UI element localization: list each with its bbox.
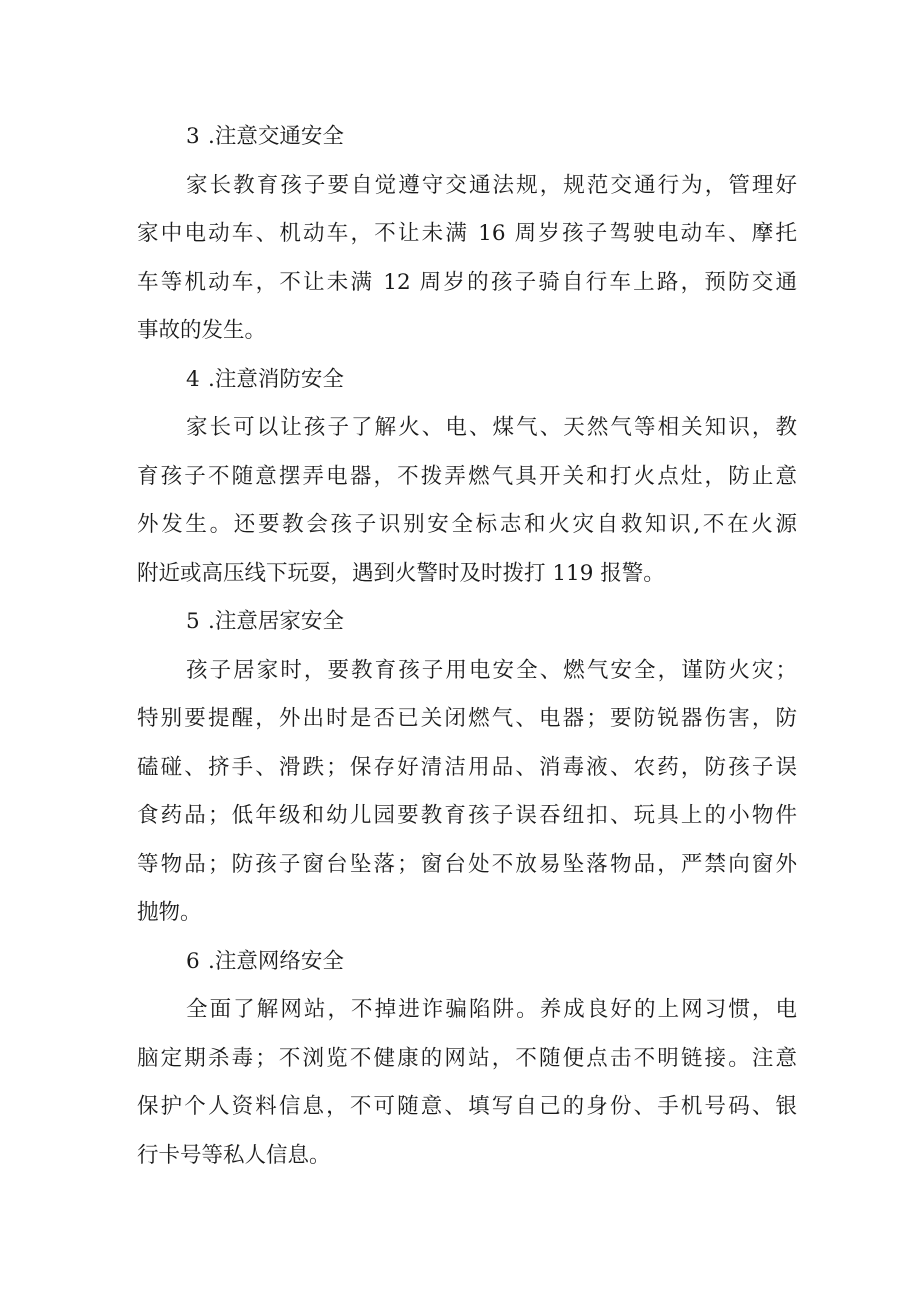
section-number: 5 bbox=[186, 609, 200, 634]
section-heading-6 bbox=[137, 938, 797, 987]
section-number: 3 bbox=[186, 124, 200, 149]
paragraph-line: 行卡号等私人信息。 bbox=[137, 1142, 331, 1168]
paragraph-line: 全面了解网站，不掉进诈骗陷阱。养成良好的上网习惯，电 bbox=[186, 997, 797, 1022]
paragraph-line: 孩子居家时，要教育孩子用电安全、燃气安全，谨防火灾； bbox=[186, 657, 797, 683]
paragraph-line: 磕碰、挤手、滑跌；保存好清洁用品、消毒液、农药，防孩子误 bbox=[137, 754, 797, 780]
section-number: 4 bbox=[186, 366, 200, 392]
paragraph-line: 育孩子不随意摆弄电器，不拨弄燃气具开关和打火点灶，防止意 bbox=[137, 463, 797, 489]
section-heading-5 bbox=[137, 598, 797, 647]
paragraph-line: 车等机动车，不让未满 12 周岁的孩子骑自行车上路，预防交通 bbox=[137, 269, 797, 295]
paragraph-line: 家长可以让孩子了解火、电、煤气、天然气等相关知识，教 bbox=[186, 415, 797, 440]
paragraph-line: 附近或高压线下玩耍，遇到火警时及时拨打 119 报警。 bbox=[137, 560, 665, 586]
section-heading-3 bbox=[137, 113, 797, 162]
section-title: .注意消防安全 bbox=[208, 366, 344, 392]
document-body bbox=[137, 113, 797, 1180]
section-heading-4 bbox=[137, 356, 797, 405]
section-title: .注意网络安全 bbox=[208, 948, 344, 974]
paragraph-line: 脑定期杀毒；不浏览不健康的网站，不随便点击不明链接。注意 bbox=[137, 1045, 797, 1071]
paragraph-line: 特别要提醒，外出时是否已关闭燃气、电器；要防锐器伤害，防 bbox=[137, 706, 797, 731]
paragraph-line: 家长教育孩子要自觉遵守交通法规，规范交通行为，管理好 bbox=[186, 172, 797, 198]
paragraph-line: 外发生。还要教会孩子识别安全标志和火灾自救知识,不在火源 bbox=[137, 512, 797, 537]
paragraph-line: 食药品；低年级和幼儿园要教育孩子误吞纽扣、玩具上的小物件 bbox=[137, 803, 797, 828]
section-title: .注意居家安全 bbox=[208, 609, 344, 634]
paragraph-line: 家中电动车、机动车，不让未满 16 周岁孩子驾驶电动车、摩托 bbox=[137, 221, 797, 246]
section-number: 6 bbox=[186, 948, 200, 974]
paragraph-line: 等物品；防孩子窗台坠落；窗台处不放易坠落物品，严禁向窗外 bbox=[137, 851, 797, 877]
section-title: .注意交通安全 bbox=[208, 124, 344, 149]
paragraph-line: 事故的发生。 bbox=[137, 318, 267, 343]
paragraph-line: 保护个人资料信息，不可随意、填写自己的身份、手机号码、银 bbox=[137, 1094, 797, 1119]
paragraph-line: 抛物。 bbox=[137, 900, 202, 925]
